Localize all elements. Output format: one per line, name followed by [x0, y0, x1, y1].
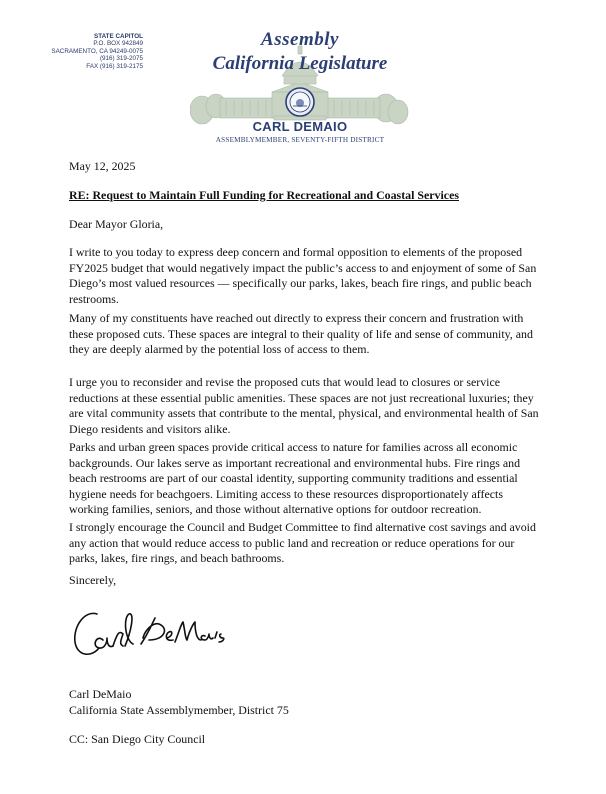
- paragraph: Many of my constituents have reached out directly to express their concern and frustration with these proposed cuts. These spaces are integral to their quality of life and sense of community, and they are deeply alarmed by the potential loss of access to them.: [69, 311, 533, 357]
- address-line: SACRAMENTO, CA 94249-0075: [51, 47, 143, 55]
- return-address: [38, 33, 143, 70]
- address-line: (916) 319-2075: [99, 55, 143, 63]
- state-seal-icon: [286, 88, 314, 116]
- paragraph: I write to you today to express deep concern and formal opposition to elements of the proposed FY2025 budget that would negatively impact the public’s access to and enjoyment of some of San Diego’s most valued resources — specifically our parks, lakes, beach fire rings, and public beach restrooms.: [69, 245, 537, 306]
- letterhead-title: Assembly: [261, 29, 339, 50]
- cc-line: CC: San Diego City Council: [69, 732, 206, 746]
- letterhead: [190, 26, 410, 148]
- signer-name: Carl DeMaio: [69, 687, 132, 701]
- salutation: Dear Mayor Gloria,: [69, 217, 164, 231]
- signer-title: California State Assemblymember, District 75: [69, 703, 289, 717]
- letterhead-subtitle: California Legislature: [212, 53, 388, 74]
- closing: Sincerely,: [69, 573, 117, 587]
- signature: [69, 604, 229, 664]
- member-name: CARL DEMAIO: [252, 119, 348, 134]
- address-line: P.O. BOX 942849: [93, 40, 143, 48]
- address-line: FAX (916) 319-2175: [86, 62, 143, 70]
- member-role: ASSEMBLYMEMBER, SEVENTY-FIFTH DISTRICT: [215, 136, 385, 144]
- paragraph: I strongly encourage the Council and Budget Committee to find alternative cost savings and avoid any action that would reduce access to public land and recreation or reduce operations for our parks, lakes, fire rings, and beach bathrooms.: [69, 520, 536, 566]
- letter-subject: RE: Request to Maintain Full Funding for Recreational and Coastal Services: [69, 188, 459, 202]
- paragraph: Parks and urban green spaces provide critical access to nature for families across all economic backgrounds. Our lakes serve as important recreational and environmental hubs. Fire rings and beach restrooms are part of our coastal identity, supporting community traditions and essential hygiene needs for beachgoers. Limiting access to these resources disproportionately affects working families, seniors, and those without alternative options for outdoor recreation.: [69, 440, 521, 517]
- address-line: STATE CAPITOL: [94, 33, 143, 40]
- paragraph: I urge you to reconsider and revise the proposed cuts that would lead to closures or service reductions at these essential public amenities. These spaces are not just recreational luxuries; they are vital community assets that contribute to the mental, physical, and environmental health of San Diego residents and visitors alike.: [69, 375, 539, 436]
- letter-date: May 12, 2025: [69, 159, 136, 173]
